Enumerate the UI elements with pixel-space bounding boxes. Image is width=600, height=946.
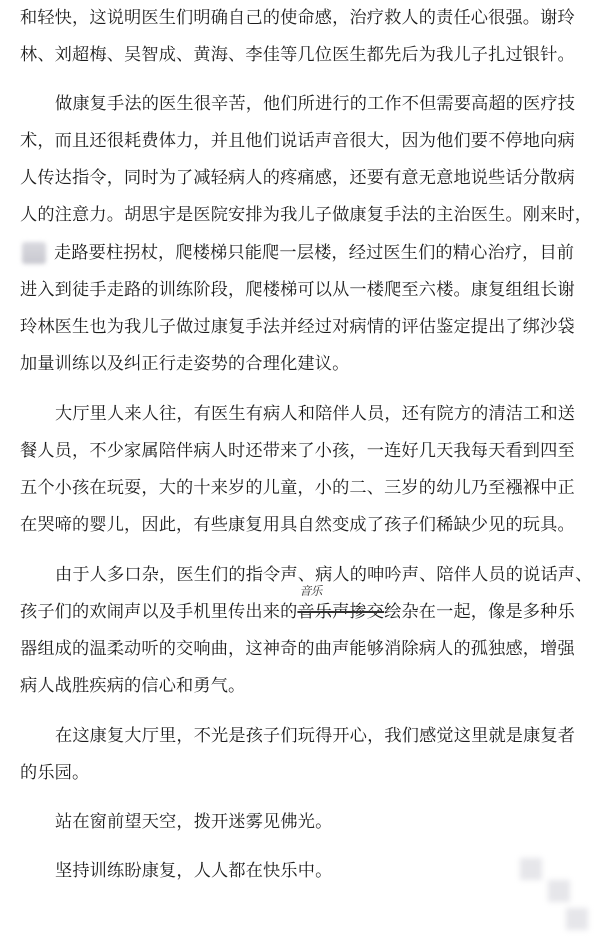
text-line: 由于人多口杂，医生们的指令声、病人的呻吟声、陪伴人员的说话声、: [55, 565, 593, 585]
text-line: 加量训练以及纠正行走姿势的合理化建议。: [20, 354, 350, 374]
text-line: 走路要柱拐杖，爬楼梯只能爬一层楼，经过医生们的精心治疗，目前: [54, 243, 575, 263]
blurred-watermark: [566, 908, 588, 930]
edit-line-prefix: 孩子们的欢闹声以及手机里传出来的: [20, 602, 298, 622]
blurred-watermark: [520, 858, 542, 880]
text-line: 和轻快，这说明医生们明确自己的使命感，治疗救人的责任心很强。谢玲: [20, 8, 575, 28]
text-line: 人传达指令，同时为了减轻病人的疼痛感，还要有意无意地说些话分散病: [20, 168, 575, 188]
text-line: 玲林医生也为我儿子做过康复手法并经过对病情的评估鉴定提出了绑沙袋: [20, 317, 575, 337]
text-line: 做康复手法的医生很辛苦，他们所进行的工作不但需要高超的医疗技: [55, 94, 576, 114]
struck-through-text: 音乐声掺交: [297, 602, 385, 622]
poem-line: 站在窗前望天空，拨开迷雾见佛光。: [55, 812, 333, 832]
text-line: 的乐园。: [20, 763, 90, 783]
poem-line: 坚持训练盼康复，人人都在快乐中。: [55, 861, 333, 881]
text-line: 进入到徒手走路的训练阶段，爬楼梯可以从一楼爬至六楼。康复组组长谢: [20, 280, 575, 300]
text-line: 病人战胜疾病的信心和勇气。: [20, 676, 246, 696]
text-line: 大厅里人来人往，有医生有病人和陪伴人员，还有院方的清洁工和送: [55, 404, 576, 424]
text-line: 餐人员，不少家属陪伴病人时还带来了小孩，一连好几天我每天看到四至: [20, 441, 575, 461]
redacted-name-blur: [22, 242, 46, 264]
blurred-watermark: [548, 880, 570, 902]
edit-line-suffix: 绘杂在一起，像是多种乐: [384, 602, 575, 622]
text-line: 五个小孩在玩耍，大的十来岁的儿童，小的二、三岁的幼儿乃至襁褓中正: [20, 478, 575, 498]
text-line: 在哭啼的婴儿，因此，有些康复用具自然变成了孩子们稀缺少见的玩具。: [20, 515, 575, 535]
handwritten-edit: [297, 584, 385, 624]
text-line: 在这康复大厅里，不光是孩子们玩得开心，我们感觉这里就是康复者: [55, 726, 576, 746]
text-line: 人的注意力。胡思宇是医院安排为我儿子做康复手法的主治医生。刚来时，: [20, 205, 593, 225]
text-line: 术，而且还很耗费体力，并且他们说话声音很大，因为他们要不停地向病: [20, 131, 575, 151]
edited-text-line: [20, 584, 575, 624]
handwritten-insert: 音乐: [299, 584, 322, 598]
text-line: 器组成的温柔动听的交响曲，这神奇的曲声能够消除病人的孤独感，增强: [20, 639, 575, 659]
text-line: 林、刘超梅、吴智成、黄海、李佳等几位医生都先后为我儿子扎过银针。: [20, 45, 575, 65]
